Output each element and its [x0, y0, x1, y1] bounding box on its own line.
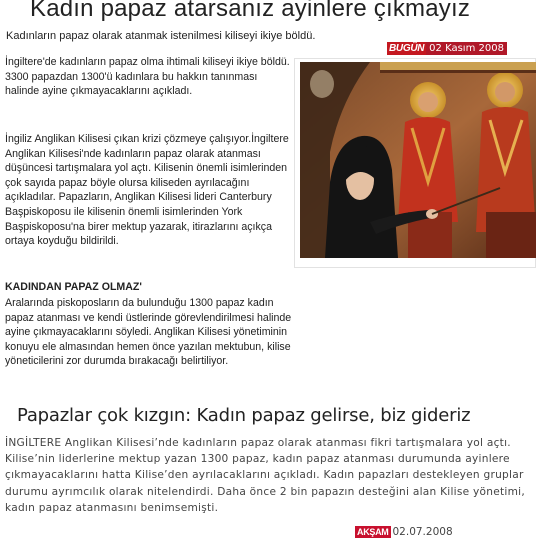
source-stamp-aksam: [355, 526, 453, 538]
second-article-headline: Papazlar çok kızgın: Kadın papaz gelirse, biz gideriz: [17, 405, 471, 426]
aksam-logo: AKŞAM: [357, 527, 389, 537]
nun-fresco-photo: [300, 62, 536, 258]
article-headline: Kadın papaz atarsanız ayinlere çıkmayız: [30, 0, 471, 22]
article-lead: Kadınların papaz olarak atanmak istenilmesi kiliseyi ikiye böldü.: [6, 30, 316, 42]
bugun-logo: BUGÜN: [389, 43, 425, 54]
source-stamp-bugun: [387, 42, 507, 55]
article-paragraph: İngiltere'de kadınların papaz olma ihtimali kiliseyi ikiye böldü. 3300 papazdan 1300'ü kadınlara bu hakkın tanınması halinde ayine çıkmayacaklarını açıkladı.: [5, 56, 290, 98]
article-paragraph: İngiliz Anglikan Kilisesi çıkan krizi çözmeye çalışıyor.İngiltere Anglikan Kilisesi'nde kadınların papaz olarak atanması düşüncesi tartışmalara yol açtı. Kilisenin önemli isimlerinden çok sayıda papaz böyle olursa kiliseden ayrılacağını açıkladılar. Papazların, Anglikan Kilisesi lideri Canterbury Başpiskoposu ile kilisenin önemli isimlerinden York Başpiskoposu'na birer mektup yazarak, itirazlarını açıkça ortaya koyduğu bildirildi.: [5, 133, 289, 248]
article-subheading: KADINDAN PAPAZ OLMAZ': [5, 281, 142, 293]
article-paragraph: Aralarında piskoposların da bulunduğu 1300 papaz kadın papaz atanması ve kendi üstlerinde görevlendirilmesi halinde ayine çıkmayacaklarını söyledi. Anglikan Kilisesi yönetiminin konuyu ele almasından hemen önce yazılan mektubun, kilise yöneticilerini zor durumda bırakacağı belirtiliyor.: [5, 297, 292, 368]
publish-date: 02 Kasım 2008: [426, 42, 507, 55]
second-article-paragraph: İNGİLTERE Anglikan Kilisesi’nde kadınların papaz olarak atanması fikri tartışmalara yol açtı. Kilise’nin liderlerine mektup yazan 1300 papaz, kadın papaz atanması durumunda ayinlere çıkmayacaklarını hatta Kilise’den ayrılacaklarını açıkladı. Kadın papazları destekleyen gruplar durumu ayrımcılık olarak nitelendirdi. Daha önce 2 bin papazın desteğini alan Kilise yönetimi, kadın papaz atanmasını benimsemişti.: [5, 437, 525, 514]
publish-date: 02.07.2008: [392, 526, 453, 538]
